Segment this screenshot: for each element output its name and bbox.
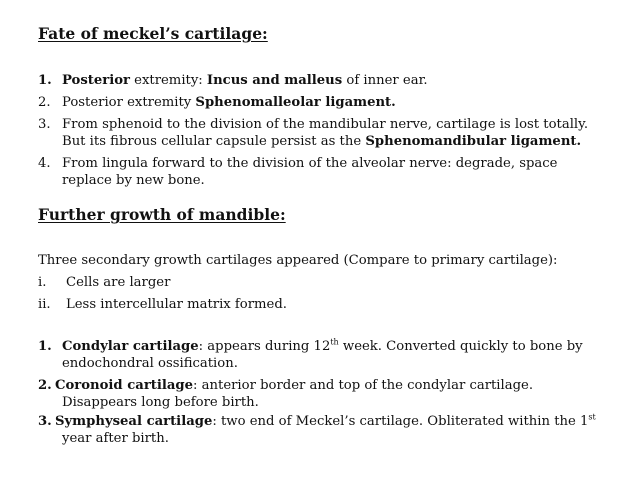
roman-number: ii. [38, 297, 51, 312]
list-item-line [62, 134, 581, 150]
roman-item-text: Less intercellular matrix formed. [66, 297, 287, 312]
text-run: replace by new bone. [62, 173, 205, 188]
bold-term: Condylar cartilage [62, 339, 199, 354]
list-number: 1. [38, 73, 52, 88]
text-run: : appears during 12 [198, 339, 331, 354]
bold-term: Coronoid cartilage [55, 378, 194, 393]
bold-term: Posterior [62, 73, 130, 88]
list-number: 3. [38, 117, 51, 132]
text-run: : two end of Meckel’s cartilage. Obliterated within the 1 [212, 414, 589, 429]
list-item-line: year after birth. [62, 431, 169, 446]
list-item-line [55, 414, 596, 430]
text-run: of inner ear. [342, 73, 428, 88]
roman-number: i. [38, 275, 47, 290]
list-number: 2. [38, 378, 52, 393]
bold-term: Symphyseal cartilage [55, 414, 213, 429]
text-run: st [588, 412, 596, 422]
bold-term: Incus and malleus [206, 73, 343, 88]
bold-term: Sphenomalleolar ligament. [195, 95, 396, 110]
list-number: 3. [38, 414, 52, 429]
list-item-line [62, 117, 588, 133]
list-number: 4. [38, 156, 51, 171]
list-item-line: endochondral ossification. [62, 356, 238, 371]
list-item-line [62, 339, 583, 355]
text-run: week. Converted quickly to bone by [338, 339, 583, 354]
text-run: th [330, 337, 339, 347]
text-run: From sphenoid to the division of the mandibular nerve, cartilage is lost totally. [62, 117, 589, 132]
list-item-line [62, 95, 396, 111]
list-item-line [55, 378, 533, 394]
bold-term: Sphenomandibular ligament. [365, 134, 582, 149]
list-item-line [62, 173, 205, 189]
text-run: Posterior extremity [62, 95, 196, 110]
list-item-line [62, 156, 557, 172]
list-number: 1. [38, 339, 52, 354]
list-item-line: Disappears long before birth. [62, 395, 259, 410]
section-heading-growth: Further growth of mandible: [38, 205, 286, 224]
list-item-line [62, 73, 428, 89]
text-run: : anterior border and top of the condylar cartilage. [193, 378, 534, 393]
growth-intro: Three secondary growth cartilages appeared (Compare to primary cartilage): [38, 253, 558, 268]
text-run: From lingula forward to the division of the alveolar nerve: degrade, space [62, 156, 558, 171]
text-run: extremity: [129, 73, 207, 88]
list-number: 2. [38, 95, 51, 110]
text-run: But its fibrous cellular capsule persist as the [62, 134, 366, 149]
roman-item-text: Cells are larger [66, 275, 171, 290]
section-heading-fate: Fate of meckel’s cartilage: [38, 24, 268, 43]
